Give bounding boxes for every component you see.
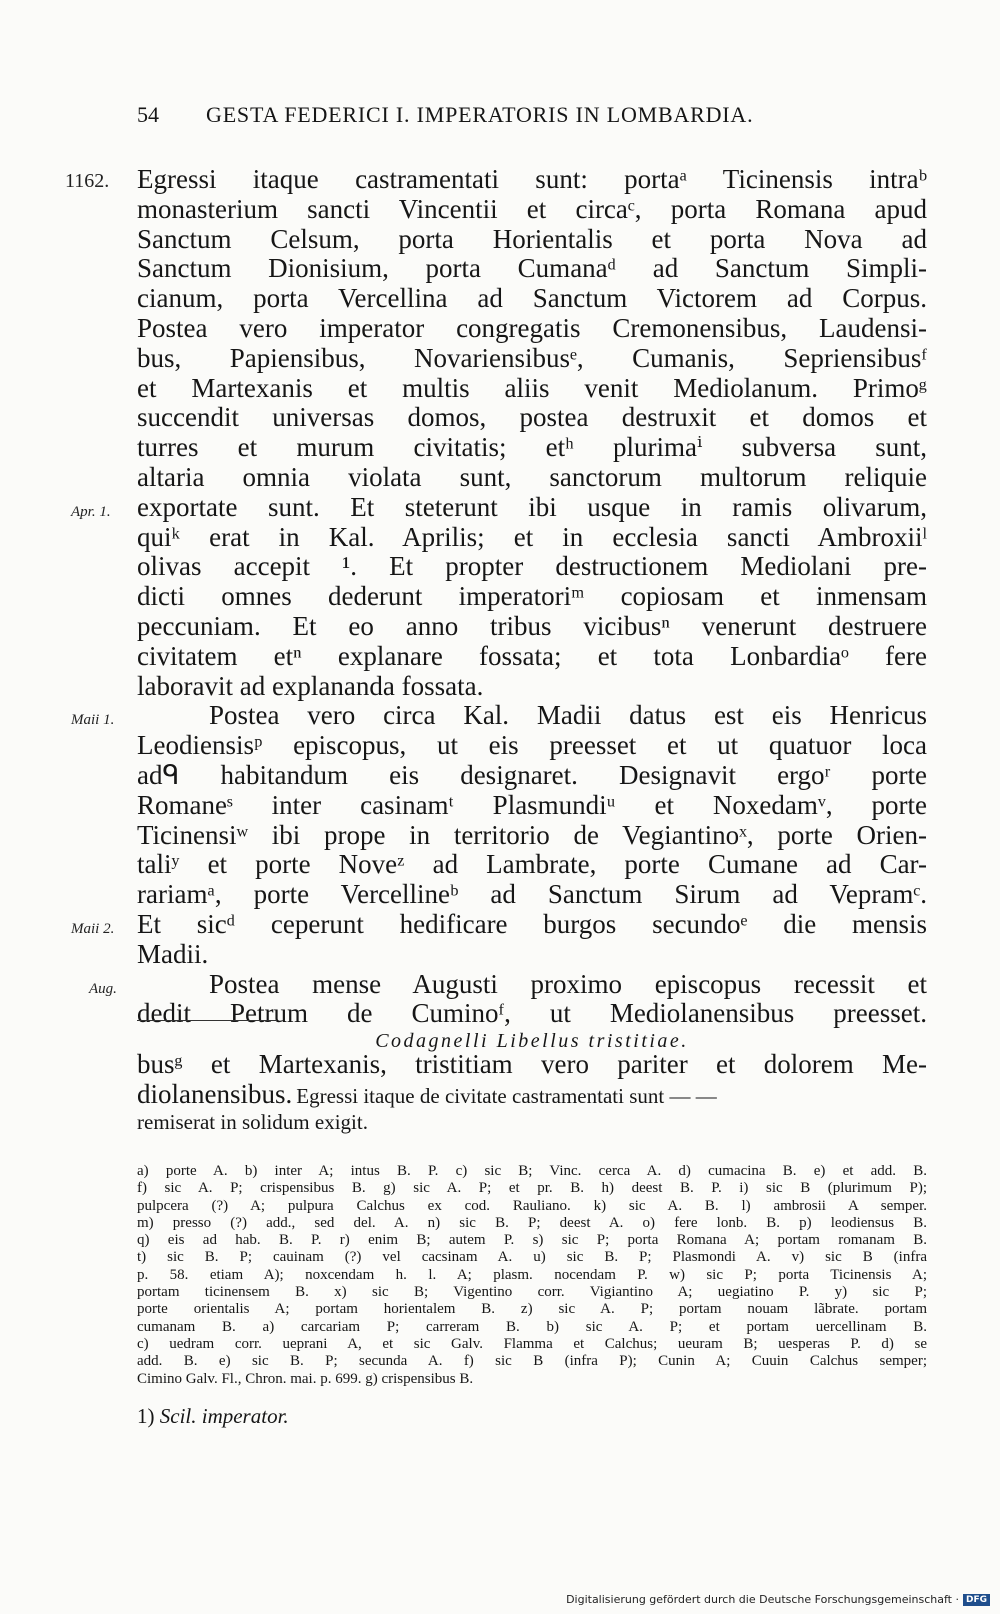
text-line: turres et murum civitatis; etʰ plurimaⁱ subversa sunt,	[137, 432, 927, 463]
text-line: civitatem etⁿ explanare fossata; et tota Lonbardiaᵒ fere	[137, 640, 927, 671]
text-line: Ticinensiʷ ibi prope in territorio de Vegiantinoˣ, porte Orien-	[137, 819, 927, 850]
text-line: dedit Petrum de Cuminoᶠ, ut Mediolanensibus preesset.	[137, 998, 927, 1029]
text-line: Maii 1. Postea vero circa Kal. Madii datus est eis Henricus	[137, 701, 927, 731]
text-line: dicti omnes dederunt imperatoriᵐ copiosam et inmensam	[137, 581, 927, 612]
apparatus-line: add. B. e) sic B. P; secunda A. f) sic B (infra P); Cunin A; Cuuin Calchus semper;	[137, 1353, 927, 1370]
margin-date-maii2: Maii 2.	[71, 920, 115, 937]
text-line: et Martexanis et multis aliis venit Mediolanum. Primoᵍ	[137, 372, 927, 403]
source-line-part: Egressi itaque de civitate castramentati sunt — —	[296, 1083, 717, 1108]
text-line: Sanctum Dionisium, porta Cumanaᵈ ad Sanctum Simpli-	[137, 253, 927, 284]
apparatus-line: pulpcera (?) A; pulpura Calchus ex cod. Rauliano. k) sic A. B. l) ambrosii A semper.	[137, 1197, 927, 1214]
text-line: olivas accepit ¹. Et propter destructionem Mediolani pre-	[137, 551, 927, 582]
text-line: Maii 2. Et sicᵈ ceperunt hedificare burgos secundoᵉ die mensis	[137, 910, 927, 940]
text-line: Romaneˢ inter casinamᵗ Plasmundiᵘ et Noxedamᵛ, porte	[137, 789, 927, 820]
text-line: Postea vero imperator congregatis Cremonensibus, Laudensi-	[137, 312, 927, 343]
source-line	[137, 1080, 927, 1110]
margin-date-aug: Aug.	[89, 980, 117, 997]
text-line: bus, Papiensibus, Novariensibusᵉ, Cumanis, Sepriensibusᶠ	[137, 342, 927, 373]
apparatus-line: Cimino Galv. Fl., Chron. mai. p. 699. g) crispensibus B.	[137, 1370, 474, 1387]
section-divider	[137, 1020, 277, 1021]
text-line: laboravit ad explananda fossata.	[137, 670, 484, 701]
source-heading: Codagnelli Libellus tristitiae.	[375, 1030, 689, 1052]
main-text	[65, 164, 927, 1029]
apparatus-line: portam ticinensem B. x) sic B; Vigentino corr. Vigiantino A; uegiatino P. y) sic P;	[137, 1284, 927, 1301]
apparatus-line: c) uedram corr. ueprani A, et sic Galv. Flamma et Calchus; ueuram B; uesperas P. d) se	[137, 1335, 927, 1352]
dfg-logo-icon: DFG	[963, 1594, 990, 1606]
apparatus-line: cumanam B. a) carcariam P; carreram B. b) sic A. P; et portam uercellinam B.	[137, 1318, 927, 1335]
text-line: Madii.	[137, 938, 209, 969]
text-line: adᑫ habitandum eis designaret. Designavit ergoʳ porte	[137, 759, 927, 790]
text-line: Aug. Postea mense Augusti proximo episcopus recessit et	[137, 970, 927, 1000]
footnote-number: 1)	[137, 1404, 155, 1428]
text-line: peccuniam. Et eo anno tribus vicibusⁿ venerunt destruere	[137, 610, 927, 641]
apparatus-line: a) porte A. b) inter A; intus B. P. c) sic B; Vinc. cerca A. d) cumacina B. e) et add. B.	[137, 1163, 927, 1179]
running-head: GESTA FEDERICI I. IMPERATORIS IN LOMBARDIA.	[206, 102, 754, 127]
text-line: Apr. 1. exportate sunt. Et steterunt ibi usque in ramis olivarum,	[137, 493, 927, 523]
footnote	[137, 1404, 289, 1429]
apparatus-line: t) sic B. P; cauinam (?) vel cacsinam A. u) sic B. P; Plasmondi A. v) sic B (infra	[137, 1249, 927, 1266]
text-line: monasterium sancti Vincentii et circaᶜ, porta Romana apud	[137, 193, 927, 224]
critical-apparatus	[137, 1163, 927, 1388]
apparatus-line: f) sic A. P; crispensibus B. g) sic A. P; et pr. B. h) deest B. P. i) sic B (plurimum P);	[137, 1180, 927, 1197]
apparatus-line: porte orientalis A; portam horientalem B. z) sic A. P; portam nouam lãbrate. portam	[137, 1301, 927, 1318]
apparatus-line: m) presso (?) add., sed del. A. n) sic B. P; deest A. o) fere lonb. B. p) leodiensus B.	[137, 1214, 927, 1231]
page-number: 54	[137, 102, 159, 127]
margin-date-apr1: Apr. 1.	[71, 503, 111, 520]
margin-date-maii1: Maii 1.	[71, 712, 115, 729]
source-line: remiserat in solidum exigit.	[137, 1109, 368, 1134]
text-line: quiᵏ erat in Kal. Aprilis; et in ecclesia sancti Ambroxiiˡ	[137, 521, 927, 552]
margin-year: 1162.	[65, 170, 110, 192]
text-line: Leodiensisᵖ episcopus, ut eis preesset et ut quatuor loca	[137, 730, 927, 761]
apparatus-line: q) eis ad hab. B. P. r) enim B; autem P. s) sic P; porta Romana A; portam romanam B.	[137, 1232, 927, 1249]
digitization-credit	[566, 1593, 990, 1606]
credit-text: Digitalisierung gefördert durch die Deutsche Forschungsgemeinschaft ·	[566, 1593, 959, 1606]
text-line: 1162. Egressi itaque castramentati sunt: portaᵃ Ticinensis intraᵇ	[137, 165, 927, 195]
footnote-text: Scil. imperator.	[159, 1404, 289, 1428]
text-line: succendit universas domos, postea destruxit et domos et	[137, 402, 927, 433]
text-line: altaria omnia violata sunt, sanctorum multorum reliquie	[137, 461, 927, 492]
source-line-part: diolanensibus.	[137, 1078, 293, 1109]
text-line: cianum, porta Vercellina ad Sanctum Victorem ad Corpus.	[137, 283, 927, 314]
text-line: taliʸ et porte Noveᶻ ad Lambrate, porte Cumane ad Car-	[137, 849, 927, 880]
apparatus-line: p. 58. etiam A); noxcendam h. l. A; plasm. nocendam P. w) sic P; porta Ticinensis A;	[137, 1266, 927, 1283]
source-line: busᵍ et Martexanis, tristitiam vero pariter et dolorem Me-	[137, 1049, 927, 1079]
text-line: Sanctum Celsum, porta Horientalis et porta Nova ad	[137, 223, 927, 254]
text-line: rariamᵃ, porte Vercellineᵇ ad Sanctum Sirum ad Vepramᶜ.	[137, 879, 927, 910]
parallel-source-text	[137, 1050, 927, 1134]
